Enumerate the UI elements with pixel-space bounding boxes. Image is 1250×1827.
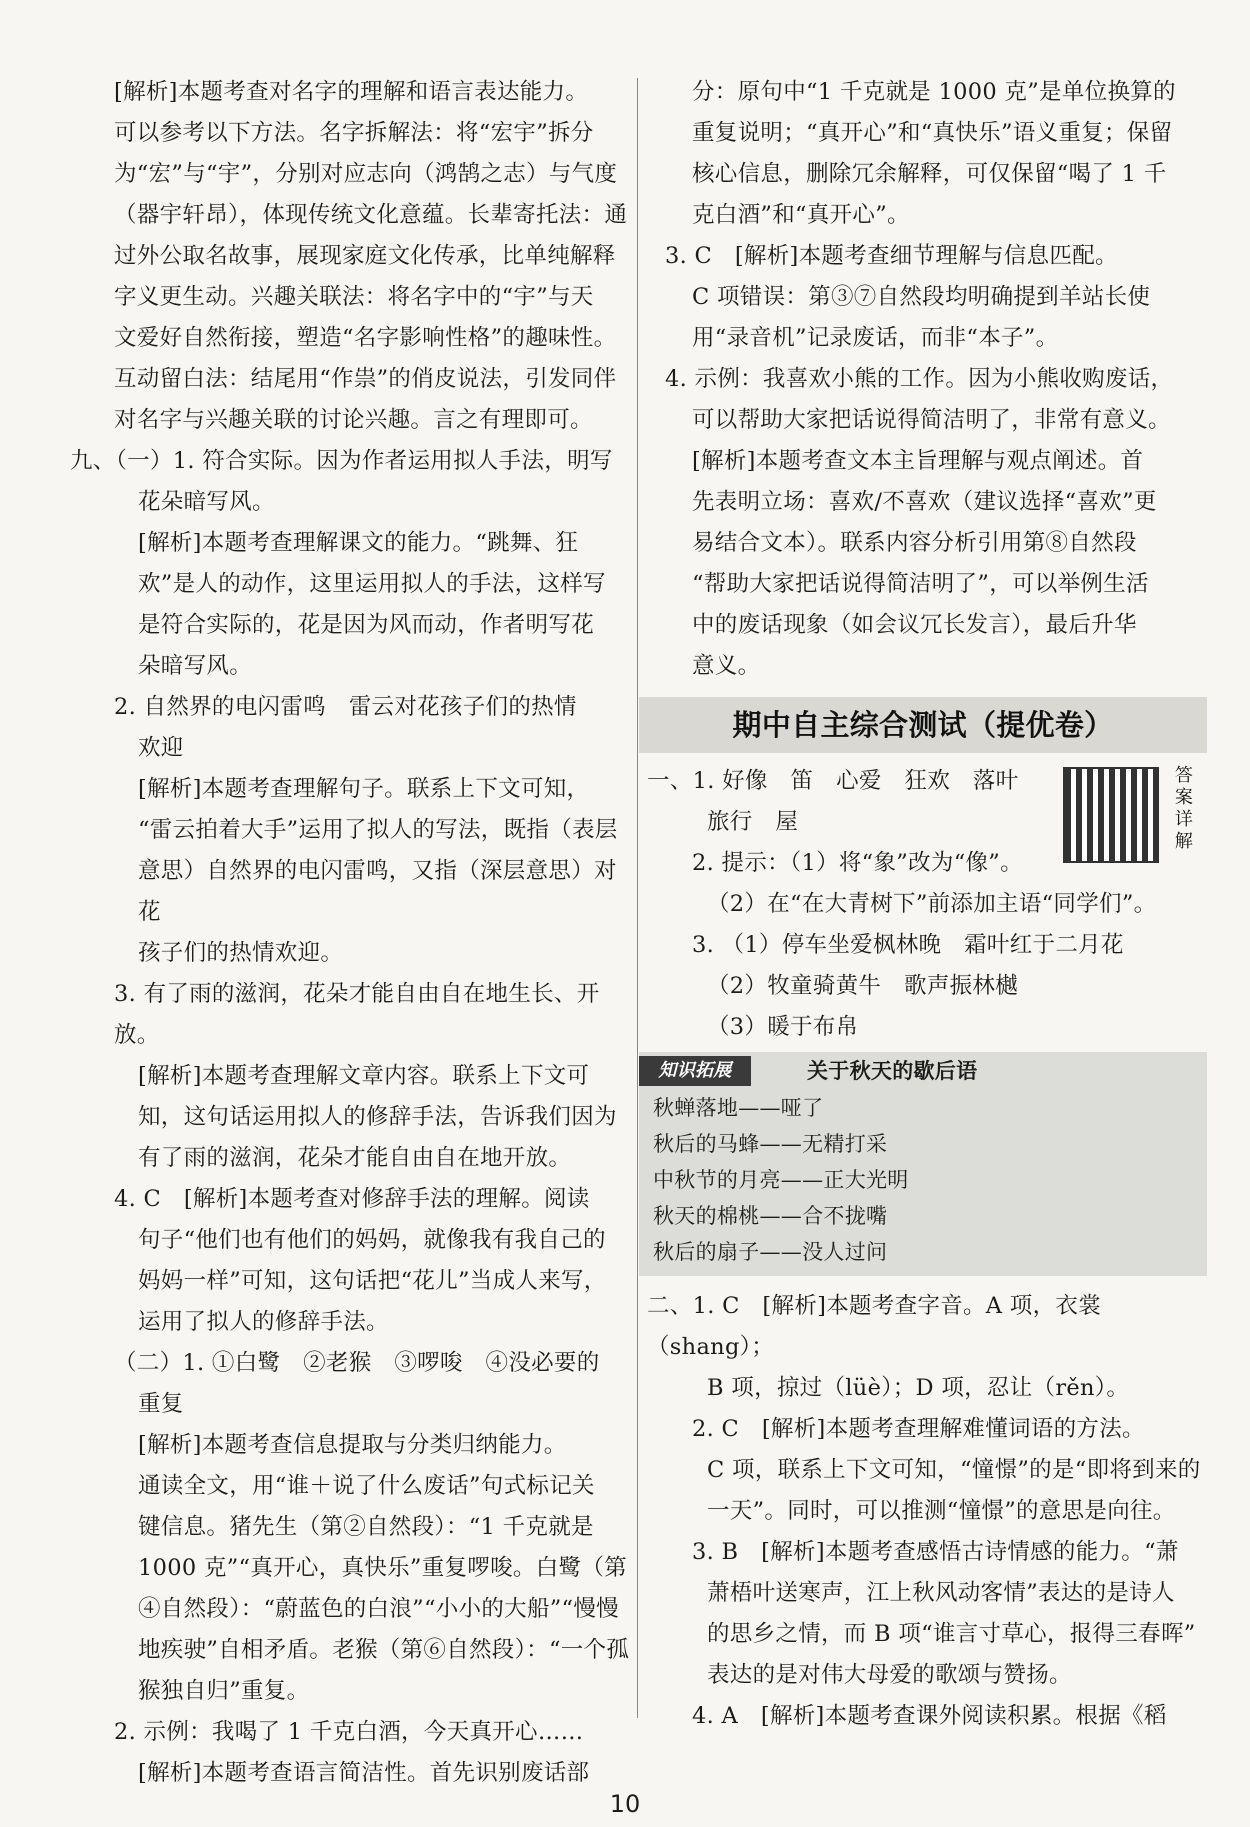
text-line: 中的废话现象（如会议冗长发言），最后升华 [692,612,1137,638]
text-line: 3. （1）停车坐爱枫林晚 霜叶红于二月花 [692,932,1124,958]
text-line: 字义更生动。兴趣关联法：将名字中的“宇”与天 [114,284,594,310]
text-line: 重复说明；“真开心”和“真快乐”语义重复；保留 [692,120,1173,146]
right-column [647,72,1207,1737]
text-line: （二）1. ①白鹭 ②老猴 ③啰唆 ④没必要的 [114,1350,600,1376]
text-line: 互动留白法：结尾用“作祟”的俏皮说法，引发同伴 [114,366,617,392]
text-line: [解析]本题考查文本主旨理解与观点阐述。首 [692,448,1144,474]
text-line: 运用了拟人的修辞手法。 [138,1309,389,1335]
text-line: 一、1. 好像 笛 心爱 狂欢 落叶 [647,768,1019,794]
text-line: [解析]本题考查对名字的理解和语言表达能力。 [114,79,589,105]
text-line: [解析]本题考查理解句子。联系上下文可知， [138,776,590,802]
list-item: 秋天的棉桃——合不拢嘴 [653,1204,888,1228]
text-line: [解析]本题考查理解文章内容。联系上下文可 [138,1063,590,1089]
text-line: 用“录音机”记录废话，而非“本子”。 [692,325,1059,351]
qr-label: 答案详解 [1174,765,1194,852]
text-line: 意义。 [692,653,761,679]
text-line: 4. C [解析]本题考查对修辞手法的理解。阅读 [114,1186,590,1212]
text-line: 的思乡之情，而 B 项“谁言寸草心，报得三春晖” [707,1621,1196,1647]
qr-code-icon[interactable] [1063,767,1159,863]
text-line: 先表明立场：喜欢/不喜欢（建议选择“喜欢”更 [692,489,1157,515]
list-item: 秋后的马蜂——无精打采 [653,1132,888,1156]
text-line: 文爱好自然衔接，塑造“名字影响性格”的趣味性。 [114,325,617,351]
text-line: 为“宏”与“宇”，分别对应志向（鸿鹄之志）与气度 [114,161,618,187]
text-line: 欢”是人的动作，这里运用拟人的手法，这样写 [138,571,606,597]
text-line: 旅行 屋 [707,809,799,835]
text-line: 孩子们的热情欢迎。 [138,940,344,966]
text-line: 欢迎 [138,735,184,761]
text-line: “帮助大家把话说得简洁明了”，可以举例生活 [692,571,1149,597]
text-line: 是符合实际的，花是因为风而动，作者明写花 [138,612,595,638]
text-line: 地疾驶”自相矛盾。老猴（第⑥自然段）：“一个孤 [138,1637,630,1663]
text-line: 朵暗写风。 [138,653,253,679]
text-line: 通读全文，用“谁＋说了什么废话”句式标记关 [138,1473,595,1499]
text-line: 对名字与兴趣关联的讨论兴趣。言之有理即可。 [114,407,593,433]
text-line: 4. 示例：我喜欢小熊的工作。因为小熊收购废话， [665,366,1174,392]
text-line: 2. 示例：我喝了 1 千克白酒，今天真开心…… [114,1719,584,1745]
text-line: 克白酒”和“真开心”。 [692,202,910,228]
text-line: 分：原句中“1 千克就是 1000 克”是单位换算的 [692,79,1176,105]
list-item: 中秋节的月亮——正大光明 [653,1168,909,1192]
text-line: 键信息。猪先生（第②自然段）：“1 千克就是 [138,1514,594,1540]
text-line: 重复 [138,1391,184,1417]
text-line: 2. C [解析]本题考查理解难懂词语的方法。 [692,1416,1145,1442]
text-line: 核心信息，删除冗余解释，可仅保留“喝了 1 千 [692,161,1167,187]
section-title: 期中自主综合测试（提优卷） [639,697,1207,753]
text-line: 二、1. C [解析]本题考查字音。A 项，衣裳（shang）； [647,1293,1101,1360]
list-item: 秋后的扇子——没人过问 [653,1240,888,1264]
text-line: 意思）自然界的电闪雷鸣，又指（深层意思）对花 [138,858,617,925]
text-line: 可以帮助大家把话说得简洁明了，非常有意义。 [692,407,1171,433]
text-line: 猴独自归”重复。 [138,1678,310,1704]
text-line: 一天”。同时，可以推测“憧憬”的意思是向往。 [707,1498,1176,1524]
text-line: 知，这句话运用拟人的修辞手法，告诉我们因为 [138,1104,617,1130]
text-line: 有了雨的滋润，花朵才能自由自在地开放。 [138,1145,572,1171]
text-line: 3. C [解析]本题考查细节理解与信息匹配。 [665,243,1118,269]
knowledge-box-header [639,1052,1207,1090]
text-line: 九、（一）1. 符合实际。因为作者运用拟人手法，明写 [70,448,613,474]
text-line: 易结合文本）。联系内容分析引用第⑧自然段 [692,530,1137,556]
knowledge-box [639,1052,1207,1276]
left-column [70,72,630,1794]
knowledge-title: 关于秋天的歇后语 [807,1059,978,1083]
text-line: C 项，联系上下文可知，“憧憬”的是“即将到来的 [707,1457,1201,1483]
page-number: 10 [609,1790,641,1818]
text-line: （器宇轩昂），体现传统文化意蕴。长辈寄托法：通 [114,202,628,228]
text-line: [解析]本题考查语言简洁性。首先识别废话部 [138,1760,590,1786]
text-line: [解析]本题考查理解课文的能力。“跳舞、狂 [138,530,579,556]
text-line: （2）牧童骑黄牛 歌声振林樾 [707,973,1019,999]
text-line: 萧梧叶送寒声，江上秋风动客情”表达的是诗人 [707,1580,1175,1606]
text-line: “雷云拍着大手”运用了拟人的写法，既指（表层 [138,817,618,843]
text-line: 3. B [解析]本题考查感悟古诗情感的能力。“萧 [692,1539,1179,1565]
text-line: 过外公取名故事，展现家庭文化传承，比单纯解释 [114,243,616,269]
text-line: 句子“他们也有他们的妈妈，就像我有我自己的 [138,1227,606,1253]
text-line: 花朵暗写风。 [138,489,275,515]
knowledge-tag: 知识拓展 [639,1056,751,1086]
text-line: C 项错误：第③⑦自然段均明确提到羊站长使 [692,284,1151,310]
text-line: 可以参考以下方法。名字拆解法：将“宏宇”拆分 [114,120,594,146]
text-line: 3. 有了雨的滋润，花朵才能自由自在地生长、开放。 [114,981,600,1048]
text-line: B 项，掠过（lüè）；D 项，忍让（rěn）。 [707,1375,1130,1401]
text-line: [解析]本题考查信息提取与分类归纳能力。 [138,1432,567,1458]
text-line: 表达的是对伟大母爱的歌颂与赞扬。 [707,1662,1072,1688]
column-divider [637,78,638,1718]
text-line: ④自然段）：“蔚蓝色的白浪”“小小的大船”“慢慢 [138,1596,619,1622]
list-item: 秋蝉落地——哑了 [653,1096,824,1120]
text-line: 妈妈一样”可知，这句话把“花儿”当成人来写， [138,1268,607,1294]
text-line: 2. 提示：（1）将“象”改为“像”。 [692,850,1023,876]
text-line: 1000 克”“真开心，真快乐”重复啰唆。白鹭（第 [138,1555,627,1581]
answers-block [647,761,1207,1048]
text-line: 2. 自然界的电闪雷鸣 雷云对花孩子们的热情 [114,694,577,720]
text-line: （2）在“在大青树下”前添加主语“同学们”。 [707,891,1157,917]
text-line: （3）暖于布帛 [707,1014,859,1040]
text-line: 4. A [解析]本题考查课外阅读积累。根据《稻 [692,1703,1167,1729]
